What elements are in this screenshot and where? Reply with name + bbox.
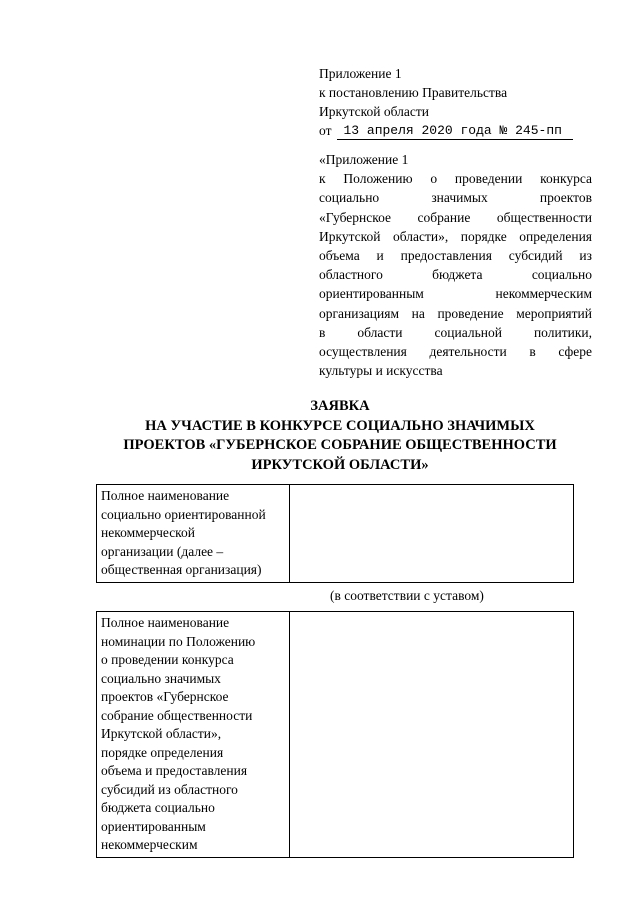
label-line: социально ориентированной [101, 506, 266, 522]
table-row [97, 612, 574, 858]
label-line: о проведении конкурса [101, 652, 234, 667]
regulation-line: «Приложение 1 [319, 152, 409, 167]
regulation-line: культуры и искусства [319, 363, 443, 379]
appendix-header [319, 64, 579, 140]
title-line: ЗАЯВКА [310, 398, 370, 414]
label-line: проектов «Губернское [101, 689, 229, 704]
regulation-line: к Положению о проведении конкурса [319, 171, 592, 187]
label-line: объема и предоставления [101, 763, 248, 778]
label-line: Полное наименование [101, 488, 230, 503]
regulation-appendix [319, 150, 592, 380]
regulation-line: осуществления деятельности в сфере [319, 344, 592, 360]
label-line: Иркутской области», [101, 726, 222, 741]
label-line: некоммерческим [101, 837, 198, 852]
regulation-line: «Губернское собрание общественности [319, 209, 592, 225]
regulation-line: организациям на проведение мероприятий [319, 305, 592, 321]
regulation-line: социально значимых проектов [319, 190, 592, 206]
appendix-header-line: к постановлению Правительства [319, 85, 508, 100]
title-line: ИРКУТСКОЙ ОБЛАСТИ» [251, 456, 429, 473]
appendix-header-line: Иркутской области [319, 104, 430, 119]
label-line: бюджета социально [101, 800, 215, 815]
title-line: ПРОЕКТОВ «ГУБЕРНСКОЕ СОБРАНИЕ ОБЩЕСТВЕННОСТИ [123, 437, 557, 453]
nomination-name-table [96, 611, 574, 858]
label-line: Полное наименование [101, 615, 230, 630]
label-line: номинации по Положению [101, 633, 256, 649]
label-line: общественная организация) [101, 562, 262, 577]
label-line: организации (далее – [101, 543, 224, 559]
label-line: собрание общественности [101, 707, 253, 723]
regulation-line: Иркутской области», порядке определения [319, 228, 592, 244]
label-line: порядке определения [101, 744, 224, 760]
resolution-date-line [319, 121, 579, 140]
regulation-line: в области социальной политики, [319, 324, 592, 340]
nomination-name-label [97, 612, 290, 858]
resolution-date-value: 13 апреля 2020 года № 245-пп [337, 122, 573, 140]
label-line: некоммерческой [101, 525, 196, 540]
organization-name-field[interactable] [290, 485, 574, 583]
application-title [90, 397, 590, 475]
label-line: социально значимых [101, 670, 221, 686]
regulation-line: ориентированным некоммерческим [319, 286, 592, 302]
charter-note: (в соответствии с уставом) [330, 588, 484, 603]
title-line: НА УЧАСТИЕ В КОНКУРСЕ СОЦИАЛЬНО ЗНАЧИМЫХ [145, 417, 535, 434]
organization-name-label [97, 485, 290, 583]
regulation-line: областного бюджета социально [319, 267, 592, 283]
appendix-header-line: Приложение 1 [319, 66, 402, 81]
label-line: ориентированным [101, 818, 206, 834]
table-row [97, 485, 574, 583]
label-line: субсидий из областного [101, 781, 238, 797]
date-prefix: от [319, 123, 332, 138]
regulation-line: объема и предоставления субсидий из [319, 248, 592, 264]
nomination-name-field[interactable] [290, 612, 574, 858]
organization-name-table [96, 484, 574, 583]
